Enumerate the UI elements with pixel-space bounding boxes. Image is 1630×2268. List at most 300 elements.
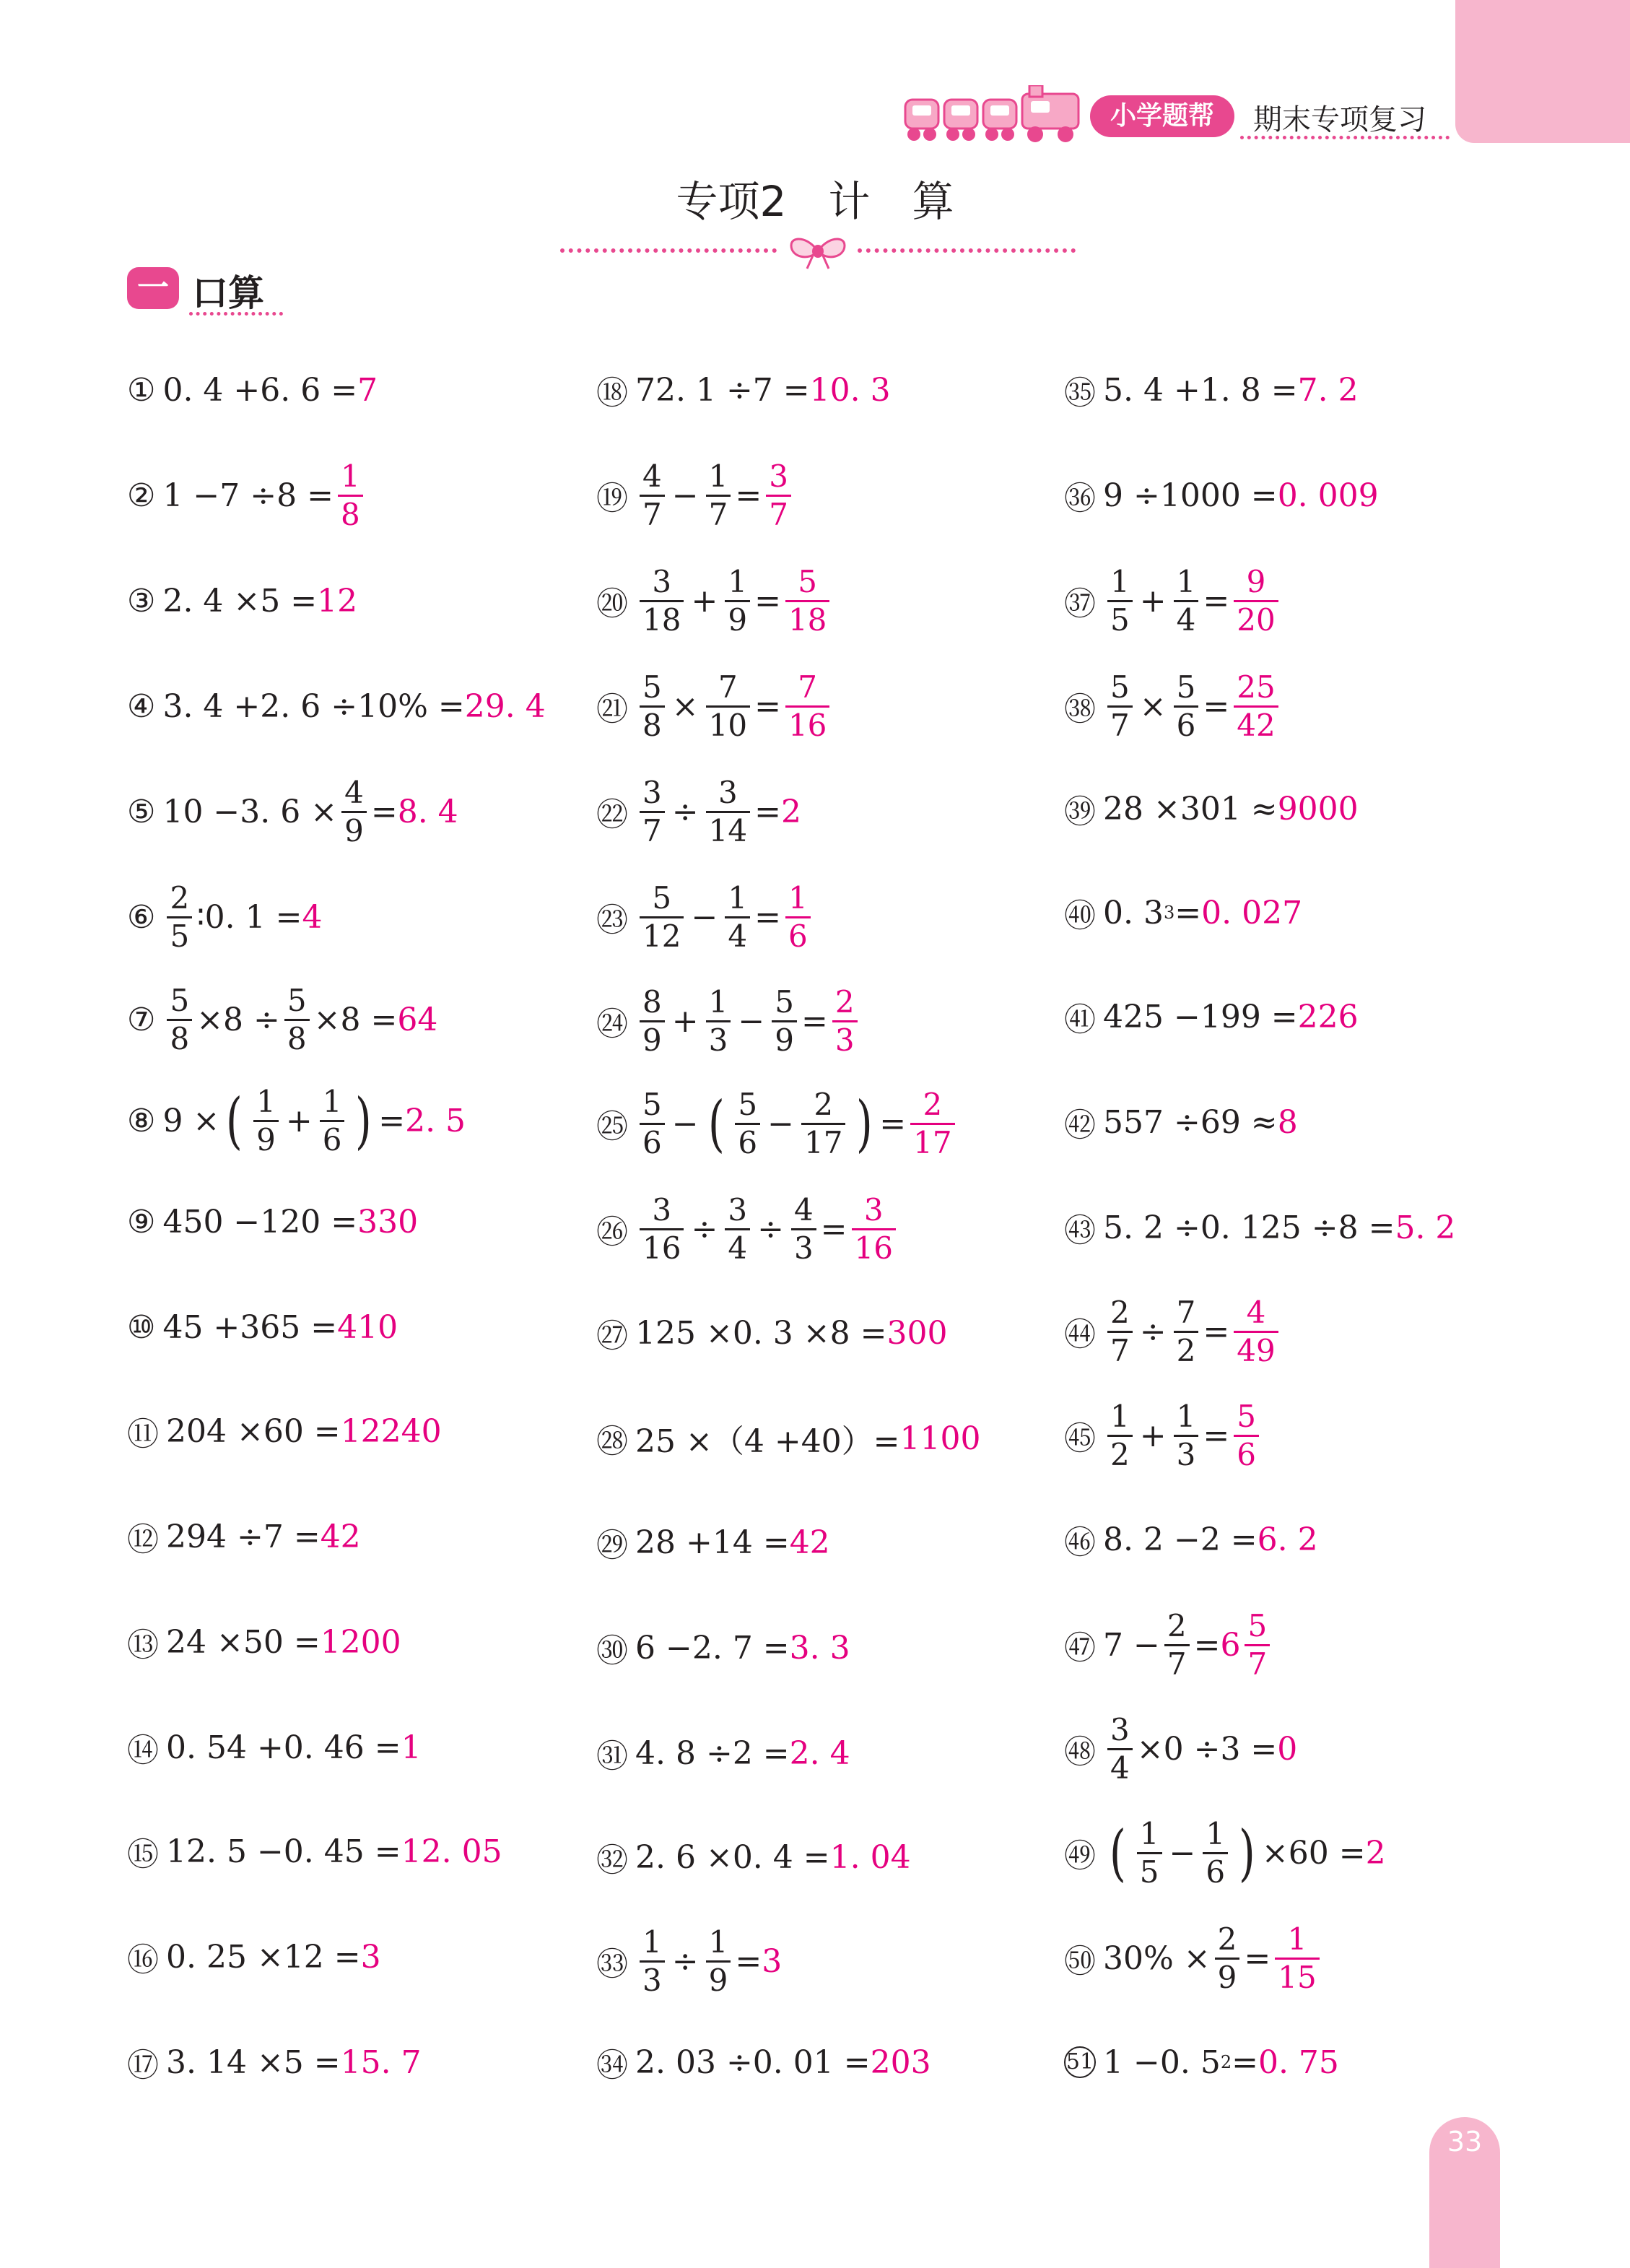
problem-number: ⑱: [596, 375, 628, 412]
operator: −: [1169, 1834, 1196, 1872]
expression: 4. 8 ÷2 =: [635, 1734, 790, 1772]
answer: 410: [337, 1308, 398, 1346]
expression-post: ×60 =: [1261, 1834, 1366, 1872]
problem-number: ㊷: [1064, 1107, 1096, 1144]
answer: 1200: [320, 1623, 401, 1661]
fraction: [791, 1191, 816, 1266]
fraction: [706, 983, 731, 1058]
fraction: [725, 1191, 750, 1266]
expression-post: =: [1174, 894, 1202, 931]
problem-number: ㉚: [596, 1633, 628, 1669]
numerator: 3: [652, 563, 672, 599]
problem-32: [596, 1814, 911, 1900]
denominator: 14: [706, 811, 750, 846]
numerator: 1: [1176, 1398, 1196, 1434]
problem-number: ㊿: [1064, 1943, 1096, 1980]
denominator: 8: [284, 1019, 310, 1054]
fraction: [640, 1086, 665, 1160]
fraction: [1107, 669, 1133, 743]
expression: 28 +14 =: [635, 1524, 790, 1561]
fraction: [772, 983, 797, 1058]
expression-post: =: [1203, 582, 1230, 620]
problem-number: ㉒: [596, 796, 628, 833]
answer: 300: [886, 1314, 948, 1352]
denominator: 2: [1174, 1331, 1199, 1366]
problem-number: ㉘: [596, 1423, 628, 1460]
numerator: 2: [923, 1086, 943, 1122]
problem-48: [1064, 1706, 1297, 1792]
denominator: 2: [1107, 1435, 1133, 1470]
denominator: 7: [1107, 705, 1133, 741]
answer: 42: [789, 1524, 830, 1561]
expression-pre: 1 −0. 5: [1103, 2043, 1221, 2081]
problem-number: ⑧: [127, 1102, 156, 1139]
expression-post: =: [735, 1942, 762, 1980]
operator: −: [738, 1002, 765, 1040]
problem-number: ⑩: [127, 1308, 156, 1346]
operator: +: [1139, 582, 1167, 620]
expression-pre: 30% ×: [1103, 1939, 1211, 1977]
fraction: [1174, 1398, 1199, 1472]
answer-fraction: [1234, 1294, 1278, 1368]
fraction: [640, 983, 665, 1058]
expression: 72. 1 ÷7 =: [635, 371, 810, 409]
expression-post: =: [754, 582, 781, 620]
answer-fraction: [785, 879, 811, 954]
numerator: 5: [1237, 1398, 1256, 1434]
denominator: 20: [1234, 600, 1278, 635]
denominator: 10: [706, 705, 750, 741]
problem-47: [1064, 1602, 1274, 1688]
answer: 8. 4: [397, 793, 458, 830]
expression: 6 −2. 7 =: [635, 1629, 790, 1667]
review-label: 期末专项复习: [1253, 103, 1426, 136]
denominator: 8: [338, 495, 363, 530]
numerator: 7: [718, 669, 738, 705]
fraction: [1174, 669, 1199, 743]
fraction: [1137, 1815, 1162, 1890]
denominator: 42: [1234, 705, 1278, 741]
numerator: 5: [798, 563, 818, 599]
operator: ÷: [671, 1942, 699, 1980]
fraction: [801, 1086, 845, 1160]
expression: 25 ×（4 +40）=: [635, 1423, 900, 1460]
expression: 450 −120 =: [162, 1203, 358, 1241]
numerator: 7: [798, 669, 818, 705]
denominator: 9: [1215, 1958, 1240, 1993]
answer: 2: [780, 793, 801, 830]
problem-8: [127, 1077, 466, 1164]
problem-31: [596, 1710, 850, 1796]
problem-37: [1064, 557, 1283, 644]
answer-fraction: [1275, 1921, 1319, 1995]
answer: 3. 3: [789, 1629, 850, 1667]
right-paren: ): [355, 1085, 372, 1156]
fraction: [1164, 1607, 1190, 1682]
fraction: [1174, 1294, 1199, 1368]
problem-number: ㊹: [1064, 1316, 1096, 1353]
answer: 29. 4: [464, 687, 546, 725]
numerator: 1: [1110, 1398, 1130, 1434]
denominator: 3: [706, 1020, 731, 1056]
answer: 226: [1297, 998, 1359, 1035]
numerator: 5: [1247, 1607, 1268, 1643]
problem-42: [1064, 1079, 1298, 1165]
problem-36: [1064, 452, 1379, 539]
denominator: 16: [785, 705, 829, 741]
problem-number: ①: [127, 371, 156, 409]
expression: 0. 25 ×12 =: [166, 1938, 361, 1976]
problem-number: ⑭: [127, 1732, 159, 1769]
problem-number: ㊽: [1064, 1734, 1096, 1770]
denominator: 17: [910, 1123, 954, 1158]
numerator: 1: [728, 879, 748, 916]
expression: 0. 4 +6. 6 =: [162, 371, 358, 409]
problem-45: [1064, 1392, 1263, 1479]
problem-33: [596, 1918, 782, 2004]
numerator: 5: [642, 1086, 662, 1122]
numerator: 4: [642, 458, 662, 494]
numerator: 3: [728, 1191, 748, 1228]
operator: +: [671, 1002, 699, 1040]
problem-46: [1064, 1496, 1318, 1583]
train-icon: [902, 85, 1083, 144]
problem-6: [127, 874, 322, 960]
numerator: 1: [1110, 563, 1130, 599]
answer: 0: [1277, 1730, 1298, 1768]
answer: 2: [1365, 1834, 1386, 1872]
denominator: 3: [832, 1020, 858, 1056]
expression: 425 −199 =: [1103, 998, 1298, 1035]
answer: 1100: [899, 1420, 981, 1457]
numerator: 5: [1176, 669, 1196, 705]
denominator: 6: [735, 1123, 760, 1158]
expression-post: ×0 ÷3 =: [1136, 1730, 1278, 1768]
operator: ×: [671, 687, 699, 725]
page-title: 专项2 计 算: [676, 177, 954, 226]
fraction: [735, 1086, 760, 1160]
answer: 0. 009: [1277, 477, 1379, 514]
denominator: 9: [725, 600, 750, 635]
answer: 15. 7: [340, 2043, 422, 2081]
expression: 204 ×60 =: [166, 1412, 341, 1450]
header-divider: [1240, 136, 1450, 139]
fraction: [341, 774, 367, 848]
problem-39: [1064, 765, 1359, 852]
expression-post: =: [754, 687, 781, 725]
fraction: [167, 879, 192, 954]
expression-pre: 10 −3. 6 ×: [162, 793, 338, 830]
problem-number: ㉗: [596, 1318, 628, 1355]
denominator: 3: [640, 1960, 665, 1996]
answer-fraction: [785, 563, 829, 638]
fraction: [640, 774, 665, 848]
expression: 12. 5 −0. 45 =: [166, 1833, 401, 1870]
numerator: 5: [642, 669, 662, 705]
fraction: [706, 458, 731, 532]
expression-post: =: [754, 793, 781, 830]
numerator: 2: [1217, 1921, 1237, 1957]
answer: 3: [762, 1942, 783, 1980]
brand-badge: 小学题帮: [1090, 95, 1234, 137]
answer: 12. 05: [401, 1833, 502, 1870]
answer: 10. 3: [809, 371, 891, 409]
fraction: [253, 1083, 279, 1157]
fraction: [1107, 1398, 1133, 1472]
section-title: 口算: [192, 272, 264, 314]
problem-number: ⑰: [127, 2047, 159, 2084]
denominator: 4: [725, 1228, 750, 1264]
expression-post: =: [1244, 1939, 1271, 1977]
problem-20: [596, 557, 834, 644]
problem-34: [596, 2019, 931, 2106]
bow-icon: [787, 233, 849, 270]
answer-fraction: [910, 1086, 954, 1160]
problem-number: ㊱: [1064, 480, 1096, 517]
expression-post: =: [1203, 687, 1230, 725]
problem-number: ④: [127, 687, 156, 725]
denominator: 8: [167, 1019, 192, 1054]
fraction: [725, 563, 750, 638]
expression: 28 ×301 ≈: [1103, 790, 1278, 827]
denominator: 16: [852, 1228, 896, 1264]
problem-number: ㉑: [596, 691, 628, 728]
denominator: 5: [167, 916, 192, 952]
problem-19: [596, 452, 796, 539]
problem-38: [1064, 663, 1283, 750]
problem-number: ⑨: [127, 1203, 156, 1241]
numerator: 1: [708, 458, 728, 494]
problem-25: [596, 1080, 959, 1167]
problem-51: [1064, 2019, 1339, 2106]
problem-27: [596, 1290, 947, 1376]
denominator: 7: [640, 495, 665, 530]
expression-pre: 9 ×: [162, 1102, 220, 1139]
answer: 4: [302, 898, 323, 936]
problem-17: [127, 2019, 422, 2106]
fraction: [1215, 1921, 1240, 1995]
problem-40: [1064, 869, 1302, 956]
expression-post: =: [1193, 1626, 1221, 1664]
expression: 2. 4 ×5 =: [162, 582, 318, 620]
numerator: 9: [1246, 563, 1266, 599]
answer-fraction: [1234, 563, 1278, 638]
expression-post: =: [735, 477, 762, 514]
problem-50: [1064, 1915, 1324, 2002]
expression-mid: ×8 ÷: [196, 1001, 280, 1038]
answer-fraction: [1234, 669, 1278, 743]
denominator: 5: [1107, 600, 1133, 635]
answer: 64: [397, 1001, 438, 1038]
fraction: [640, 458, 665, 532]
numerator: 5: [738, 1086, 758, 1122]
problem-44: [1064, 1288, 1283, 1375]
numerator: 1: [708, 1924, 728, 1960]
fraction: [725, 879, 750, 954]
numerator: 3: [1110, 1711, 1130, 1747]
answer-fraction: [766, 458, 791, 532]
problem-number: ⑤: [127, 793, 156, 830]
answer-fraction: [852, 1191, 896, 1266]
expression: 8. 2 −2 =: [1103, 1521, 1258, 1558]
denominator: 9: [706, 1960, 731, 1996]
expression-post: =: [820, 1210, 847, 1248]
problem-number: ㉝: [596, 1946, 628, 1983]
problem-number: ㉛: [596, 1738, 628, 1775]
right-paren: ): [856, 1088, 873, 1159]
problem-24: [596, 978, 862, 1064]
expression: 557 ÷69 ≈: [1103, 1103, 1278, 1141]
problem-number: ㊺: [1064, 1420, 1096, 1457]
problem-9: [127, 1178, 418, 1265]
denominator: 7: [1245, 1644, 1270, 1680]
expression: 9 ÷1000 =: [1103, 477, 1278, 514]
fraction: [1107, 1711, 1133, 1786]
problem-number: ㉓: [596, 902, 628, 939]
problem-21: [596, 663, 834, 750]
expression: 1 −7 ÷8 =: [162, 477, 334, 514]
denominator: 9: [772, 1020, 797, 1056]
fraction: [1174, 563, 1199, 638]
expression: 3. 4 +2. 6 ÷10% =: [162, 687, 465, 725]
left-paren: (: [1109, 1817, 1126, 1888]
denominator: 7: [706, 495, 731, 530]
operator: −: [671, 477, 699, 514]
expression: 2. 03 ÷0. 01 =: [635, 2043, 871, 2081]
denominator: 4: [725, 916, 750, 952]
answer: 42: [320, 1518, 361, 1555]
problem-43: [1064, 1184, 1455, 1271]
fraction: [706, 1924, 731, 1998]
problem-number: ㊴: [1064, 794, 1096, 830]
operator: +: [691, 582, 718, 620]
numerator: 1: [1139, 1815, 1159, 1851]
denominator: 18: [785, 600, 829, 635]
fraction: [640, 563, 684, 638]
expression-post: =: [1203, 1417, 1230, 1454]
fraction: [640, 669, 665, 743]
problem-number: ㉜: [596, 1842, 628, 1879]
denominator: 18: [640, 600, 684, 635]
problem-number: ㉔: [596, 1006, 628, 1043]
problem-16: [127, 1913, 381, 2000]
problem-15: [127, 1808, 502, 1895]
answer: 7: [357, 371, 378, 409]
problem-number: ㉖: [596, 1214, 628, 1251]
expression: 24 ×50 =: [166, 1623, 321, 1661]
numerator: 3: [718, 774, 738, 810]
numerator: 1: [1206, 1815, 1226, 1851]
fraction: [1107, 1294, 1133, 1368]
answer-fraction: [785, 669, 829, 743]
problem-11: [127, 1388, 442, 1474]
answer: 0. 75: [1258, 2043, 1339, 2081]
problem-number: ⑲: [596, 480, 628, 517]
expression: 2. 6 ×0. 4 =: [635, 1838, 830, 1876]
problem-18: [596, 347, 891, 433]
problem-5: [127, 768, 458, 855]
denominator: 3: [791, 1228, 816, 1264]
denominator: 12: [640, 916, 684, 952]
problem-number: ㊶: [1064, 1002, 1096, 1038]
numerator: 4: [793, 1191, 814, 1228]
answer: 330: [357, 1203, 419, 1241]
answer: 3: [360, 1938, 381, 1976]
expression-pre: 7 −: [1103, 1626, 1160, 1664]
denominator: 6: [1174, 705, 1199, 741]
operator: ÷: [671, 793, 699, 830]
expression-post: =: [754, 898, 781, 936]
answer: 5. 2: [1395, 1209, 1456, 1246]
problem-number: ㉞: [596, 2047, 628, 2084]
problem-29: [596, 1499, 830, 1586]
answer: 6. 2: [1257, 1521, 1318, 1558]
fraction: [640, 879, 684, 954]
expression-post: =: [879, 1105, 907, 1142]
problem-number: ⑮: [127, 1836, 159, 1873]
operator: ÷: [691, 1210, 718, 1248]
section-underline: [189, 312, 283, 316]
fraction: [640, 1924, 665, 1998]
problem-number: ㊸: [1064, 1212, 1096, 1249]
numerator: 3: [642, 774, 662, 810]
numerator: 25: [1237, 669, 1276, 705]
corner-tab: [1455, 0, 1630, 143]
operator: −: [767, 1105, 794, 1142]
numerator: 1: [788, 879, 808, 916]
denominator: 7: [766, 495, 791, 530]
problem-number: ⑬: [127, 1627, 159, 1664]
problem-26: [596, 1186, 900, 1272]
denominator: 16: [640, 1228, 684, 1264]
fraction: [706, 669, 750, 743]
problem-number: 51: [1064, 2046, 1096, 2078]
numerator: 3: [769, 458, 788, 494]
denominator: 6: [1203, 1852, 1228, 1887]
numerator: 1: [256, 1083, 276, 1119]
page-number: 33: [1447, 2126, 1483, 2158]
numerator: 1: [1287, 1921, 1307, 1957]
expression-base: 0. 3: [1103, 894, 1164, 931]
problem-number: ⑪: [127, 1416, 159, 1453]
fraction: [320, 1083, 345, 1157]
denominator: 9: [640, 1020, 665, 1056]
numerator: 1: [322, 1083, 342, 1119]
operator: ×: [1139, 687, 1167, 725]
fraction: [706, 774, 750, 848]
numerator: 5: [775, 983, 794, 1020]
numerator: 5: [287, 982, 307, 1018]
expression-post: =: [378, 1102, 406, 1139]
problem-2: [127, 452, 367, 539]
denominator: 6: [785, 916, 811, 952]
left-paren: (: [707, 1088, 725, 1159]
problem-number: ③: [127, 582, 156, 620]
expression: 125 ×0. 3 ×8 =: [635, 1314, 887, 1352]
expression-post: ∶0. 1 =: [196, 898, 302, 936]
problem-number: ㊻: [1064, 1524, 1096, 1561]
denominator: 9: [341, 811, 367, 846]
problem-number: ㊲: [1064, 586, 1096, 622]
expression-post: =: [801, 1002, 828, 1040]
denominator: 6: [1234, 1435, 1259, 1470]
operator: +: [285, 1102, 313, 1139]
numerator: 2: [834, 983, 855, 1020]
answer: 2. 4: [789, 1734, 850, 1772]
expression-post: =: [1203, 1313, 1230, 1350]
numerator: 5: [652, 879, 672, 916]
answer: 0. 027: [1201, 894, 1303, 931]
